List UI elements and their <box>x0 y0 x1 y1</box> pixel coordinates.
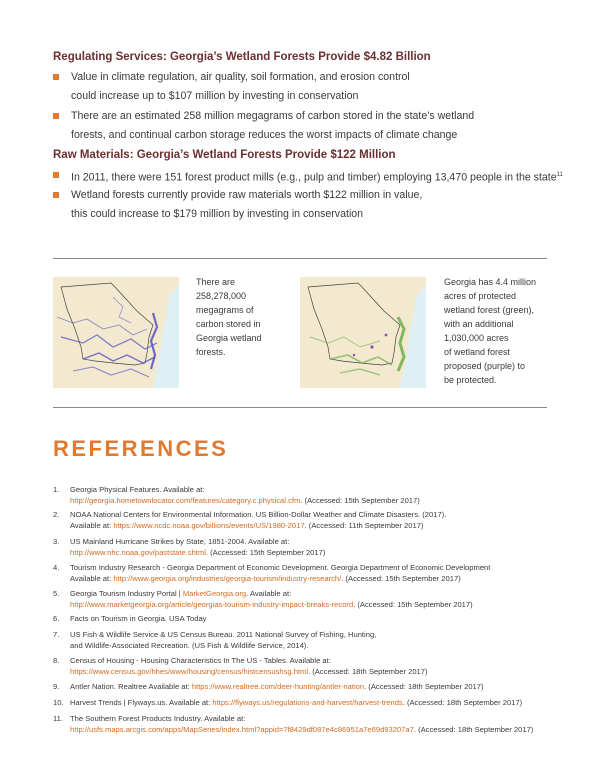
caption-line: wetland forest (green), <box>444 305 535 315</box>
georgia-map-protected <box>300 277 426 388</box>
section-divider-top <box>53 258 547 259</box>
reference-item <box>53 484 553 506</box>
reference-line <box>70 681 553 692</box>
reference-item <box>53 536 553 558</box>
reference-number: 1. <box>53 485 60 494</box>
reference-line <box>70 640 553 651</box>
reference-text: Facts on Tourism in Georgia. USA Today <box>70 614 207 623</box>
bullet-text: There are an estimated 258 million megagrams of carbon stored in the state’s wetland <box>71 110 475 122</box>
reference-item <box>53 629 553 651</box>
reference-line <box>70 536 553 547</box>
reference-link[interactable]: http://www.georgia.org/industries/georgia-tourism/industry-research/ <box>113 574 342 583</box>
reference-number: 10. <box>53 698 64 707</box>
bullet-text: forests, and continual carbon storage reduces the worst impacts of climate change <box>71 129 458 141</box>
reference-line <box>70 562 553 573</box>
reference-text: . (Accessed: 15th September 2017) <box>300 496 420 505</box>
georgia-map-carbon <box>53 277 179 388</box>
caption-line: There are <box>196 277 236 287</box>
caption-line: 258,278,000 <box>196 291 247 301</box>
reference-item <box>53 697 553 708</box>
bullet-text: could increase up to $107 million by investing in conservation <box>71 90 359 102</box>
bullet-text: Value in climate regulation, air quality, soil formation, and erosion control <box>71 71 410 83</box>
reference-text: . (Accessed: 18th September 2017) <box>402 698 523 707</box>
reference-link[interactable]: https://www.census.gov/hhes/www/housing/census/histcensushsg.html <box>70 667 309 676</box>
caption-line: Georgia wetland <box>196 333 262 343</box>
reference-link[interactable]: http://georgia.hometownlocator.com/features/category.c.physical.cfm <box>70 496 301 505</box>
carbon-storage-map <box>53 277 179 388</box>
raw-bullet-1 <box>53 166 563 188</box>
caption-line: megagrams of <box>196 305 254 315</box>
reference-text: NOAA National Centers for Environmental Information. US Billion-Dollar Weather and Climate Disasters. (2017). <box>70 510 447 519</box>
reference-line <box>70 573 553 584</box>
bullet-square-icon <box>53 113 59 119</box>
reference-line <box>70 629 553 640</box>
bullet-square-icon <box>53 172 59 178</box>
reference-item <box>53 613 553 624</box>
reference-text: Georgia Tourism Industry Portal | <box>70 589 183 598</box>
raw-bullet-2 <box>53 186 553 224</box>
reference-number: 7. <box>53 630 60 639</box>
bullet-text-main: In 2011, there were 151 forest product mills (e.g., pulp and timber) employing 13,470 people in the state <box>71 171 557 184</box>
caption-line: with an additional <box>444 319 514 329</box>
reference-line <box>70 495 553 506</box>
reference-number: 5. <box>53 589 60 598</box>
reference-text: . (Accessed: 15th September 2017) <box>353 600 473 609</box>
reference-text: . (Accessed: 18th September 2017) <box>308 667 428 676</box>
caption-line: forests. <box>196 347 226 357</box>
reference-text: Georgia Physical Features. Available at: <box>70 485 205 494</box>
reference-text: US Mainland Hurricane Strikes by State, 1851-2004. Available at: <box>70 537 290 546</box>
reference-item <box>53 588 553 610</box>
caption-line: carbon stored in <box>196 319 261 329</box>
reference-text: Antler Nation. Realtree Available at: <box>70 682 192 691</box>
reference-line <box>70 547 553 558</box>
reference-item <box>53 509 553 531</box>
reference-text: Census of Housing - Housing Characteristics In The US - Tables. Available at: <box>70 656 331 665</box>
regulating-bullet-2 <box>53 107 553 145</box>
reference-link[interactable]: http://www.nhc.noaa.gov/paststate.shtml <box>70 548 206 557</box>
reference-line <box>70 613 553 624</box>
reference-text: . (Accessed: 11th September 2017) <box>304 521 424 530</box>
reference-number: 11. <box>53 714 63 723</box>
reference-text: Available at: <box>70 574 114 583</box>
reference-link[interactable]: http://www.marketgeorgia.org/article/georgias-tourism-industry-impact-breaks-record <box>70 600 354 609</box>
reference-text: . (Accessed: 18th September 2017) <box>413 725 534 734</box>
reference-text: . (Accessed: 15th September 2017) <box>205 548 326 557</box>
reference-item <box>53 655 553 677</box>
reference-number: 2. <box>53 510 60 519</box>
reference-line <box>70 520 553 531</box>
reference-text: Harvest Trends | Flyways.us. Available at: <box>70 698 213 707</box>
regulating-bullet-1 <box>53 68 553 106</box>
caption-line: proposed (purple) to <box>444 361 526 371</box>
reference-line <box>70 724 553 735</box>
reference-line <box>70 655 553 666</box>
protected-caption <box>444 275 536 387</box>
reference-item <box>53 713 553 735</box>
reference-line <box>70 484 553 495</box>
reference-number: 6. <box>53 614 60 623</box>
reference-line <box>70 666 553 677</box>
bullet-text: this could increase to $179 million by investing in conservation <box>71 208 364 220</box>
footnote-marker: 11 <box>556 172 563 178</box>
caption-line: be protected. <box>444 375 497 385</box>
bullet-text: Wetland forests currently provide raw materials worth $122 million in value, <box>71 189 423 201</box>
reference-line <box>70 697 553 708</box>
regulating-services-heading: Regulating Services: Georgia’s Wetland Forests Provide $4.82 Billion <box>53 51 431 63</box>
reference-line <box>70 713 553 724</box>
bullet-square-icon <box>53 192 59 198</box>
reference-text: Tourism Industry Research - Georgia Department of Economic Development. Georgia Department of Economic Development <box>70 563 491 572</box>
reference-item <box>53 562 553 584</box>
reference-text: . Available at: <box>246 589 292 598</box>
bullet-text <box>71 166 563 188</box>
caption-line: 1,030,000 acres <box>444 333 509 343</box>
caption-line: acres of protected <box>444 291 517 301</box>
reference-number: 8. <box>53 656 60 665</box>
reference-number: 3. <box>53 537 60 546</box>
section-divider-bottom <box>53 407 547 408</box>
reference-link[interactable]: https://www.realtree.com/deer-hunting/antler-nation <box>191 682 365 691</box>
reference-link[interactable]: https://flyways.us/regulations-and-harvest/harvest-trends <box>212 698 403 707</box>
raw-materials-heading: Raw Materials: Georgia’s Wetland Forests Provide $122 Million <box>53 149 396 161</box>
reference-link[interactable]: https://www.ncdc.noaa.gov/billions/events/US/1980-2017 <box>113 521 305 530</box>
reference-number: 4. <box>53 563 60 572</box>
reference-line <box>70 599 553 610</box>
references-title: REFERENCES <box>53 436 229 461</box>
reference-text: . (Accessed: 18th September 2017) <box>364 682 484 691</box>
reference-number: 9. <box>53 682 60 691</box>
reference-line <box>70 509 553 520</box>
reference-text: . (Accessed: 15th September 2017) <box>341 574 461 583</box>
reference-text: and Wildlife-Associated Recreation. (US Fish & Wildlife Service, 2014). <box>70 641 309 650</box>
carbon-caption <box>196 275 262 359</box>
reference-link[interactable]: MarketGeorgia.org <box>182 589 247 598</box>
reference-text: The Southern Forest Products Industry. Available at: <box>70 714 246 723</box>
bullet-square-icon <box>53 74 59 80</box>
reference-text: US Fish & Wildlife Service & US Census Bureau. 2011 National Survey of Fishing, Hunting, <box>70 630 377 639</box>
caption-line: of wetland forest <box>444 347 511 357</box>
protected-wetland-map <box>300 277 426 388</box>
caption-line: Georgia has 4.4 million <box>444 277 537 287</box>
reference-item <box>53 681 553 692</box>
reference-line <box>70 588 553 599</box>
reference-text: Available at: <box>70 521 114 530</box>
reference-link[interactable]: http://usfs.maps.arcgis.com/apps/MapSeries/index.html?appid=7f8429df087e4c86951a7e69d93207a7 <box>70 725 414 734</box>
